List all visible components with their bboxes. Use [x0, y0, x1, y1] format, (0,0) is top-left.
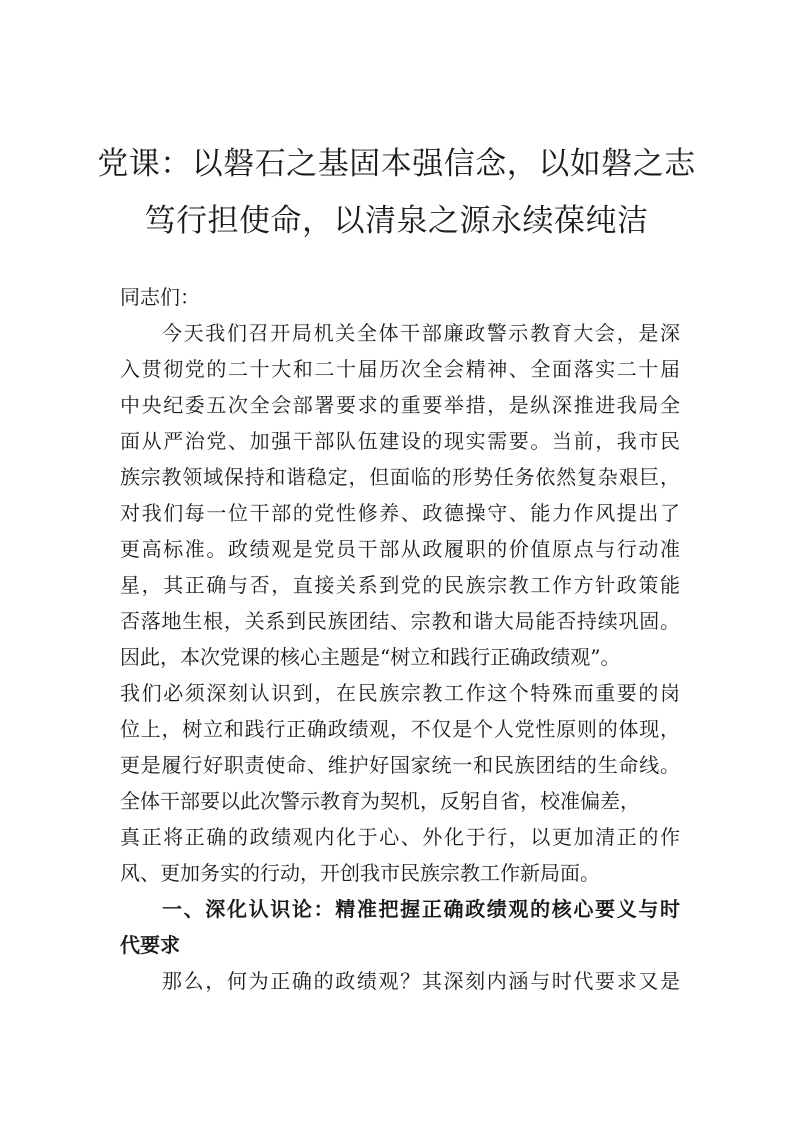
paragraph-line: 真正将正确的政绩观内化于心、外化于行，以更加清正的作	[120, 825, 680, 849]
salutation: 同志们：	[120, 285, 200, 309]
paragraph-line: 否落地生根，关系到民族团结、宗教和谐大局能否持续巩固。	[120, 609, 680, 633]
section-heading-line-1: 一、深化认识论：精准把握正确政绩观的核心要义与时	[162, 897, 680, 921]
section-heading-line-2: 代要求	[120, 933, 180, 957]
paragraph-line: 中央纪委五次全会部署要求的重要举措，是纵深推进我局全	[120, 393, 680, 417]
document-title-line-2: 笃行担使命，以清泉之源永续葆纯洁	[144, 203, 649, 239]
paragraph-line: 风、更加务实的行动，开创我市民族宗教工作新局面。	[120, 861, 600, 885]
paragraph-line: 那么，何为正确的政绩观？其深刻内涵与时代要求又是	[162, 969, 680, 993]
paragraph-line: 族宗教领域保持和谐稳定，但面临的形势任务依然复杂艰巨，	[120, 465, 680, 489]
paragraph-line: 入贯彻党的二十大和二十届历次全会精神、全面落实二十届	[120, 357, 680, 381]
paragraph-line: 我们必须深刻认识到，在民族宗教工作这个特殊而重要的岗	[120, 681, 680, 705]
paragraph-line: 更高标准。政绩观是党员干部从政履职的价值原点与行动准	[120, 537, 680, 561]
paragraph-line: 对我们每一位干部的党性修养、政德操守、能力作风提出了	[120, 501, 680, 525]
paragraph-line: 因此，本次党课的核心主题是“树立和践行正确政绩观”。	[120, 645, 621, 669]
document-title-line-1: 党课：以磐石之基固本强信念，以如磐之志	[97, 146, 696, 182]
paragraph-line: 今天我们召开局机关全体干部廉政警示教育大会，是深	[162, 321, 680, 345]
paragraph-line: 更是履行好职责使命、维护好国家统一和民族团结的生命线。	[120, 753, 680, 777]
paragraph-line: 全体干部要以此次警示教育为契机，反躬自省，校准偏差，	[120, 789, 640, 813]
paragraph-line: 面从严治党、加强干部队伍建设的现实需要。当前，我市民	[120, 429, 680, 453]
paragraph-line: 位上，树立和践行正确政绩观，不仅是个人党性原则的体现，	[120, 717, 680, 741]
paragraph-line: 星，其正确与否，直接关系到党的民族宗教工作方针政策能	[120, 573, 680, 597]
document-body	[120, 279, 680, 999]
